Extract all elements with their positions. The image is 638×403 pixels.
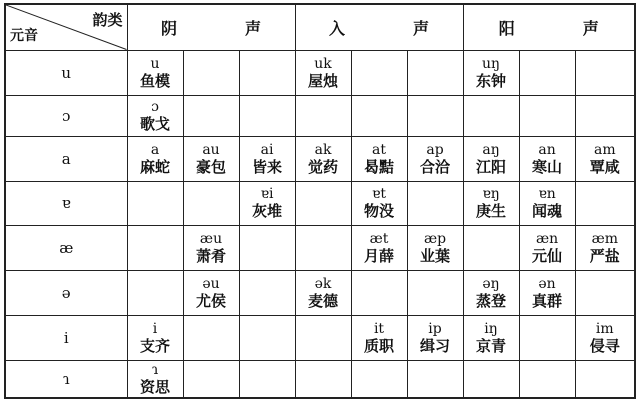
rhyme-cell: [183, 225, 239, 270]
rhyme-cell: [183, 361, 239, 398]
rhyme-cell: [239, 182, 295, 225]
table-row: [5, 270, 635, 315]
ipa-final: æn: [535, 230, 559, 247]
rhyme-name: 庚生: [476, 202, 507, 221]
rhyme-name: 合洽: [420, 158, 451, 177]
vowel-label: ə: [5, 270, 127, 315]
rhyme-cell: [407, 270, 463, 315]
rhyme-cell: [127, 270, 183, 315]
rhyme-name: 东钟: [476, 71, 507, 90]
rhyme-cell: [575, 50, 635, 95]
rhyme-table: [4, 3, 636, 399]
rhyme-cell: [295, 316, 351, 361]
rhyme-cell: [239, 270, 295, 315]
group-header-yin: [127, 4, 295, 50]
rhyme-cell: [127, 136, 183, 181]
vowel-label: i: [5, 316, 127, 361]
rhyme-cell: [575, 361, 635, 398]
table-row: [5, 225, 635, 270]
ipa-final: əŋ: [482, 275, 500, 292]
rhyme-cell: [519, 50, 575, 95]
rhyme-name: 支齐: [139, 337, 170, 356]
rhyme-cell: [575, 225, 635, 270]
rhyme-name: 寒山: [532, 158, 563, 177]
rhyme-cell: [575, 95, 635, 136]
rhyme-cell: [463, 50, 519, 95]
ipa-final: uŋ: [482, 55, 501, 72]
vowel-label: ɿ: [5, 361, 127, 398]
vowel-label: æ: [5, 225, 127, 270]
rhyme-cell: [407, 182, 463, 225]
rhyme-cell: [295, 50, 351, 95]
rhyme-cell: [239, 316, 295, 361]
rhyme-cell: [463, 136, 519, 181]
rhyme-cell: [407, 361, 463, 398]
rhyme-name: 京青: [476, 337, 507, 356]
rhyme-cell: [519, 225, 575, 270]
vowel-label: a: [5, 136, 127, 181]
rhyme-cell: [351, 270, 407, 315]
rhyme-name: 歌戈: [139, 114, 170, 133]
ipa-final: ɐŋ: [482, 186, 500, 203]
rhyme-cell: [127, 95, 183, 136]
ipa-final: ɔ: [151, 98, 159, 115]
rhyme-cell: [575, 136, 635, 181]
rhyme-cell: [239, 136, 295, 181]
rhyme-cell: [295, 95, 351, 136]
rhyme-name: 屋烛: [308, 71, 339, 90]
table-body: [5, 50, 635, 398]
ipa-final: ɐi: [260, 186, 274, 203]
rhyme-cell: [127, 361, 183, 398]
rhyme-name: 质职: [364, 337, 395, 356]
rhyme-cell: [183, 270, 239, 315]
rhyme-name: 覃咸: [589, 158, 620, 177]
rhyme-cell: [127, 50, 183, 95]
rhyme-name: 侵寻: [589, 337, 620, 356]
rhyme-cell: [519, 361, 575, 398]
table-row: [5, 95, 635, 136]
rhyme-cell: [463, 95, 519, 136]
ipa-final: i: [152, 321, 158, 338]
rhyme-cell: [295, 225, 351, 270]
ipa-final: ip: [428, 321, 442, 338]
rhyme-name: 资思: [139, 378, 170, 397]
ipa-final: ap: [426, 142, 444, 159]
ipa-final: iŋ: [484, 321, 498, 338]
ipa-final: uk: [314, 55, 332, 72]
rhyme-name: 真群: [532, 291, 563, 310]
vowel-label: ɐ: [5, 182, 127, 225]
ipa-final: au: [202, 142, 220, 159]
rhyme-cell: [351, 361, 407, 398]
corner-label-rhyme-class: 韵类: [92, 11, 123, 29]
rhyme-cell: [575, 316, 635, 361]
rhyme-cell: [519, 95, 575, 136]
rhyme-cell: [351, 50, 407, 95]
rhyme-name: 业葉: [420, 246, 451, 265]
ipa-final: ɐn: [538, 186, 556, 203]
ipa-final: it: [373, 321, 385, 338]
rhyme-cell: [407, 50, 463, 95]
rhyme-name: 麦德: [308, 291, 339, 310]
ipa-final: ək: [314, 275, 332, 292]
rhyme-cell: [127, 225, 183, 270]
ipa-final: æt: [369, 230, 389, 247]
rhyme-cell: [183, 50, 239, 95]
rhyme-cell: [407, 95, 463, 136]
group-label: 阳 声: [498, 18, 625, 38]
ipa-final: an: [538, 142, 556, 159]
rhyme-cell: [183, 95, 239, 136]
rhyme-cell: [463, 316, 519, 361]
ipa-final: æp: [423, 230, 447, 247]
rhyme-cell: [351, 136, 407, 181]
rhyme-name: 缉习: [420, 337, 451, 356]
rhyme-name: 鱼模: [139, 71, 170, 90]
ipa-final: aŋ: [482, 142, 500, 159]
group-label: 入 声: [329, 18, 456, 38]
rhyme-cell: [127, 182, 183, 225]
rhyme-name: 物没: [364, 202, 395, 221]
rhyme-cell: [239, 50, 295, 95]
rhyme-name: 月薛: [364, 246, 395, 265]
rhyme-name: 尤侯: [195, 291, 226, 310]
vowel-label: ɔ: [5, 95, 127, 136]
vowel-label: u: [5, 50, 127, 95]
rhyme-name: 严盐: [589, 246, 620, 265]
table-row: [5, 136, 635, 181]
rhyme-cell: [575, 270, 635, 315]
corner-cell: [5, 4, 127, 50]
rhyme-cell: [519, 136, 575, 181]
rhyme-cell: [407, 225, 463, 270]
rhyme-cell: [295, 136, 351, 181]
rhyme-cell: [463, 361, 519, 398]
rhyme-cell: [239, 95, 295, 136]
table-row: [5, 50, 635, 95]
rhyme-cell: [519, 182, 575, 225]
header-row: [5, 4, 635, 50]
rhyme-name: 元仙: [532, 246, 563, 265]
rhyme-cell: [183, 182, 239, 225]
ipa-final: əu: [202, 275, 220, 292]
rhyme-name: 灰堆: [252, 202, 283, 221]
rhyme-name: 豪包: [195, 158, 226, 177]
ipa-final: u: [150, 55, 160, 72]
rhyme-name: 闻魂: [532, 202, 563, 221]
rhyme-cell: [295, 361, 351, 398]
rhyme-cell: [351, 182, 407, 225]
rhyme-cell: [463, 225, 519, 270]
rhyme-name: 麻蛇: [139, 158, 170, 177]
group-header-yang: [463, 4, 635, 50]
ipa-final: ak: [314, 142, 332, 159]
rhyme-cell: [295, 182, 351, 225]
rhyme-cell: [351, 95, 407, 136]
group-label: 阴 声: [161, 18, 288, 38]
rhyme-cell: [407, 316, 463, 361]
table-row: [5, 361, 635, 398]
rhyme-name: 皆来: [252, 158, 283, 177]
table-row: [5, 316, 635, 361]
ipa-final: am: [593, 142, 616, 159]
ipa-final: ai: [260, 142, 274, 159]
corner-label-vowel: 元音: [10, 27, 38, 44]
rhyme-cell: [519, 270, 575, 315]
rhyme-cell: [351, 316, 407, 361]
rhyme-cell: [351, 225, 407, 270]
rhyme-cell: [239, 361, 295, 398]
rhyme-cell: [407, 136, 463, 181]
ipa-final: at: [372, 142, 386, 159]
rhyme-cell: [127, 316, 183, 361]
rhyme-name: 萧肴: [195, 246, 226, 265]
ipa-final: ɐt: [372, 186, 386, 203]
rhyme-cell: [239, 225, 295, 270]
ipa-final: ən: [538, 275, 556, 292]
group-header-ru: [295, 4, 463, 50]
ipa-final: im: [595, 321, 614, 338]
rhyme-cell: [183, 136, 239, 181]
rhyme-name: 蒸登: [476, 291, 507, 310]
ipa-final: ɿ: [151, 362, 159, 379]
rhyme-cell: [463, 270, 519, 315]
ipa-final: æm: [591, 230, 618, 247]
rhyme-name: 觉药: [308, 158, 339, 177]
rhyme-name: 曷黠: [364, 158, 395, 177]
table-row: [5, 182, 635, 225]
ipa-final: a: [150, 142, 160, 159]
rhyme-cell: [575, 182, 635, 225]
rhyme-cell: [463, 182, 519, 225]
ipa-final: æu: [199, 230, 223, 247]
rhyme-cell: [519, 316, 575, 361]
rhyme-cell: [183, 316, 239, 361]
rhyme-cell: [295, 270, 351, 315]
rhyme-name: 江阳: [476, 158, 507, 177]
